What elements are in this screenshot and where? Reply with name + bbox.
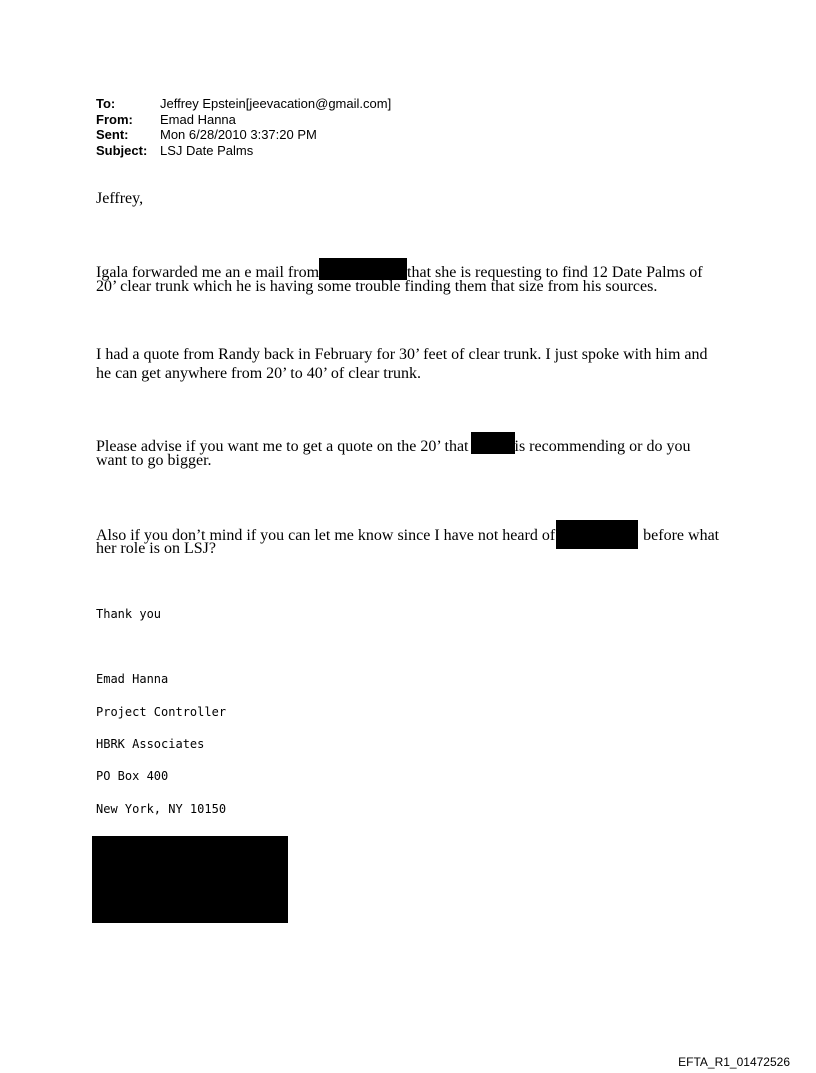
sent-label: Sent:: [96, 127, 129, 142]
signature-title: Project Controller: [96, 705, 227, 719]
signature-name: Emad Hanna: [96, 672, 169, 686]
from-label: From:: [96, 111, 133, 127]
paragraph-3-line-2: want to go bigger.: [96, 452, 212, 469]
signature-address-line-1: PO Box 400: [96, 769, 169, 783]
paragraph-2-line-1: I had a quote from Randy back in February for 30’ feet of clear trunk. I just spoke with him and: [96, 346, 708, 363]
to-value: Jeffrey Epstein[jeevacation@gmail.com]: [160, 96, 392, 111]
subject-label: Subject:: [96, 142, 148, 158]
redaction-block: [92, 836, 288, 923]
to-label: To:: [96, 96, 116, 111]
paragraph-1-text-b: that she is requesting to find 12 Date Palms of: [407, 264, 703, 281]
paragraph-4-text-b: before what: [643, 527, 720, 544]
email-header: [96, 96, 391, 158]
paragraph-4-text-a: Also if you don’t mind if you can let me know since I have not heard of: [96, 527, 556, 544]
redaction-bar: [471, 432, 515, 454]
subject-value: LSJ Date Palms: [160, 142, 254, 158]
sent-row: [96, 127, 391, 143]
signature-company: HBRK Associates: [96, 737, 205, 751]
paragraph-4-line-2: her role is on LSJ?: [96, 540, 216, 557]
paragraph-1-line-2: 20’ clear trunk which he is having some trouble finding them that size from his sources.: [96, 278, 658, 295]
paragraph-3-text-b: is recommending or do you: [514, 438, 691, 455]
paragraph-1-text-a: Igala forwarded me an e mail from: [96, 264, 320, 281]
paragraph-3-text-a: Please advise if you want me to get a quote on the 20’ that: [96, 438, 469, 455]
redaction-bar: [556, 520, 638, 549]
paragraph-2-line-2: he can get anywhere from 20’ to 40’ of clear trunk.: [96, 365, 422, 382]
document-id: EFTA_R1_01472526: [678, 1055, 790, 1069]
to-row: [96, 96, 391, 112]
from-row: [96, 112, 391, 128]
closing: Thank you: [96, 607, 162, 621]
sent-value: Mon 6/28/2010 3:37:20 PM: [160, 127, 317, 142]
greeting: Jeffrey,: [96, 190, 144, 207]
signature-address-line-2: New York, NY 10150: [96, 802, 227, 816]
from-value: Emad Hanna: [160, 111, 236, 127]
subject-row: [96, 143, 391, 159]
